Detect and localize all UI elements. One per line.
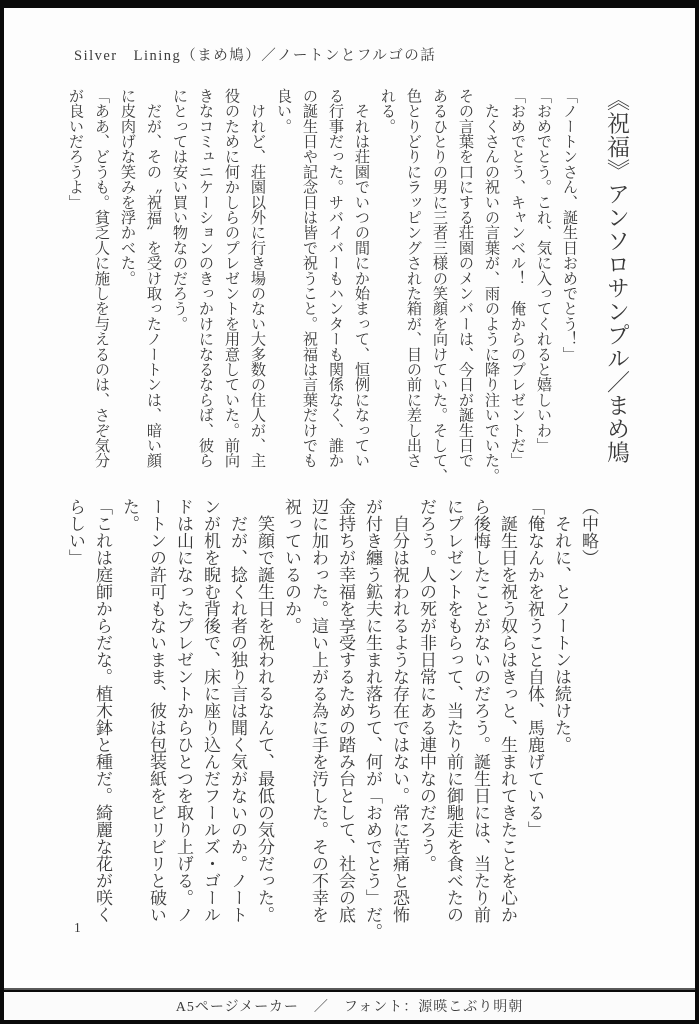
text-line: 「ノートンさん、誕生日おめでとう！」 [561, 88, 578, 362]
text-line: だろう。人の死が非日常にある連中なのだろう。 [417, 498, 436, 872]
text-line: 自分は祝われるような存在ではない。常に苦痛と恐怖 [390, 498, 409, 923]
doc-title: 《祝福》アンソロサンプル／まめ鳩 [604, 88, 629, 464]
text-line: 誕生日を祝う奴らはきっと、生まれてきたことを心か [498, 498, 517, 923]
text-line: 辺に加わった。這い上がる為に手を汚した。その不幸を [309, 498, 328, 923]
text-line: あるひとりの男に三者三様の笑顔を向けていた。そして、 [431, 88, 448, 484]
text-line: だが、その〝祝福〟を受け取ったノートンは、暗い顔 [145, 88, 162, 468]
text-line: たくさんの祝いの言葉が、雨のように降り注いでいた。 [483, 88, 500, 484]
text-line: 金持ちが幸福を享受するための踏み台として、社会の底 [336, 498, 355, 923]
text-line: 「俺なんかを祝うこと自体、馬鹿げている」 [525, 498, 544, 838]
text-line: きなコミュニケーションのきっかけになるならば、彼ら [197, 88, 214, 468]
text-line: ドは山になったプレゼントからひとつを取り上げる。ノ [174, 498, 193, 923]
text-block-top [62, 88, 582, 484]
text-line: だが、捻くれ者の独り言は聞く気がないのか。ノート [228, 498, 247, 923]
text-line: 「おめでとう。これ、気に入ってくれると嬉しいわ」 [535, 88, 552, 453]
text-line: にとっては安い買い物なのだろう。 [171, 88, 188, 332]
text-line: た。 [120, 498, 139, 532]
text-line: けれど、荘園以外に行き場のない大多数の住人が、主 [249, 88, 266, 468]
text-line: る行事だった。サバイバーもハンターも関係なく、誰か [327, 88, 344, 468]
footer-text: A5ページメーカー ／ フォント：源暎こぶり明朝 [175, 1000, 524, 1015]
text-line: が良いだろうよ」 [67, 88, 84, 210]
text-line: 祝っているのか。 [282, 498, 301, 634]
text-line: （中略） [579, 498, 598, 566]
text-line: の誕生日や記念日は皆で祝うこと。祝福は言葉だけでも [301, 88, 318, 468]
text-line: に皮肉げな笑みを浮かべた。 [119, 88, 136, 286]
text-line: 役のために何かしらのプレゼントを用意していた。前向 [223, 88, 240, 468]
text-line: 「ああ、どうも。貧乏人に施しを与えるのは、さぞ気分 [93, 88, 110, 468]
text-line: 「これは庭師からだな。植木鉢と種だ。綺麗な花が咲く [93, 498, 112, 923]
text-line: ら後悔したことがないのだろう。誕生日には、当たり前 [471, 498, 490, 923]
page-frame [4, 8, 695, 990]
text-line: 「おめでとう、キャンベル！ 俺からのプレゼントだ」 [509, 88, 526, 468]
text-line: その言葉を口にする荘園のメンバーは、今日が誕生日で [457, 88, 474, 468]
text-line: 笑顔で誕生日を祝われるなんて、最低の気分だった。 [255, 498, 274, 923]
page-number: 1 [74, 920, 81, 935]
text-line: にプレゼントをもらって、当たり前に御馳走を食べたの [444, 498, 463, 923]
text-line: それは荘園でいつの間にか始まって、恒例になってい [353, 88, 370, 468]
text-block-bottom [62, 498, 602, 940]
text-line: 色とりどりにラッピングされた箱が、目の前に差し出さ [405, 88, 422, 469]
footer-bar [4, 992, 695, 1020]
text-line: れる。 [379, 88, 396, 134]
text-line: らしい」 [66, 498, 85, 566]
text-line: が付き纏う鉱夫に生まれ落ちて、何が「おめでとう」だ。 [363, 498, 382, 940]
page-header: Silver Lining（まめ鳩）／ノートンとフルゴの話 [74, 48, 437, 64]
text-line: それに、とノートンは続けた。 [552, 498, 571, 753]
text-line: ートンの許可もないまま、彼は包装紙をビリビリと破い [147, 498, 166, 923]
text-line: 良い。 [275, 88, 292, 134]
text-line: ンが机を睨む背後で、床に座り込んだフールズ・ゴール [201, 498, 220, 923]
